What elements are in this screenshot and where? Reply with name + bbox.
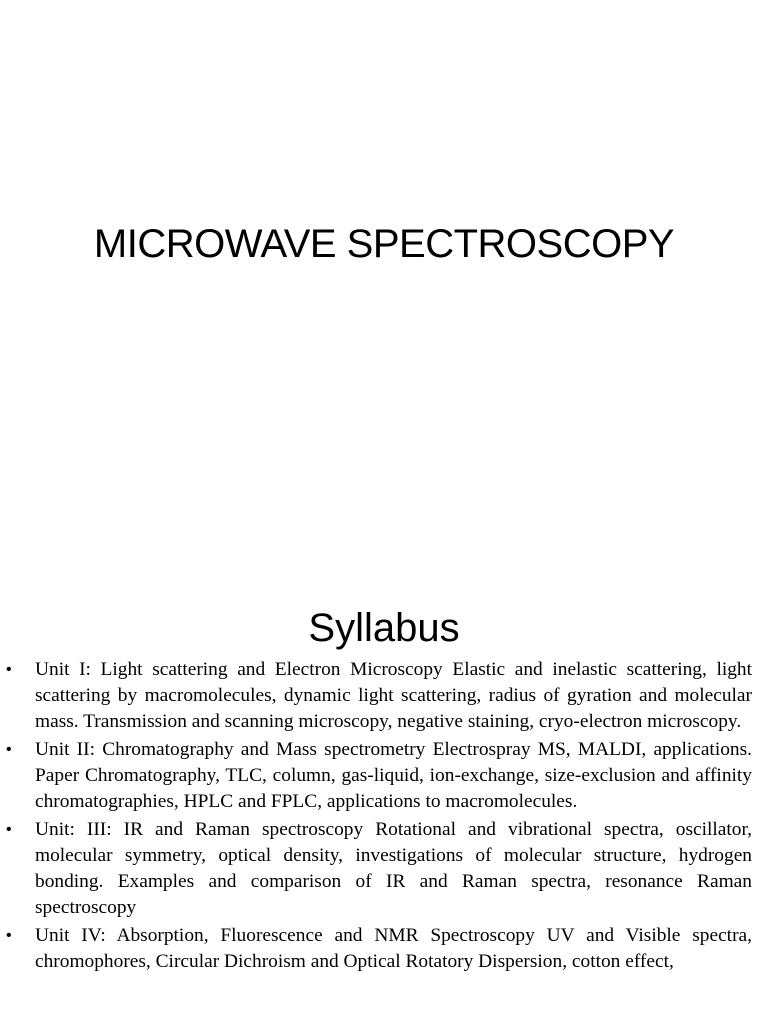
syllabus-unit-2 [0, 737, 768, 815]
syllabus-unit-list [0, 657, 768, 977]
bullet-icon: • [6, 661, 12, 678]
syllabus-unit-4 [0, 923, 768, 975]
bullet-icon: • [6, 821, 12, 838]
unit-description: Unit I: Light scattering and Electron Microscopy Elastic and inelastic scattering, light scattering by macromolecules, dynamic light scattering, radius of gyration and molecular mass. Transmission and scanning microscopy, negative staining, cryo-electron microscopy. [35, 659, 752, 732]
unit-description: Unit IV: Absorption, Fluorescence and NMR Spectroscopy UV and Visible spectra, chromophores, Circular Dichroism and Optical Rotatory Dispersion, cotton effect, [35, 925, 752, 972]
bullet-icon: • [6, 741, 12, 758]
syllabus-title: Syllabus [308, 606, 460, 650]
syllabus-unit-1 [0, 657, 768, 735]
bullet-icon: • [6, 927, 12, 944]
slide-title: MICROWAVE SPECTROSCOPY [93, 222, 675, 266]
syllabus-unit-3 [0, 817, 768, 921]
unit-description: Unit: III: IR and Raman spectroscopy Rotational and vibrational spectra, oscillator, molecular symmetry, optical density, investigations of molecular structure, hydrogen bonding. Examples and comparison of IR and Raman spectra, resonance Raman spectroscopy [35, 819, 752, 918]
unit-description: Unit II: Chromatography and Mass spectrometry Electrospray MS, MALDI, applications. Paper Chromatography, TLC, column, gas-liquid, ion-exchange, size-exclusion and affinity chromatographies, HPLC and FPLC, applications to macromolecules. [35, 739, 752, 812]
syllabus-slide [0, 576, 768, 1024]
